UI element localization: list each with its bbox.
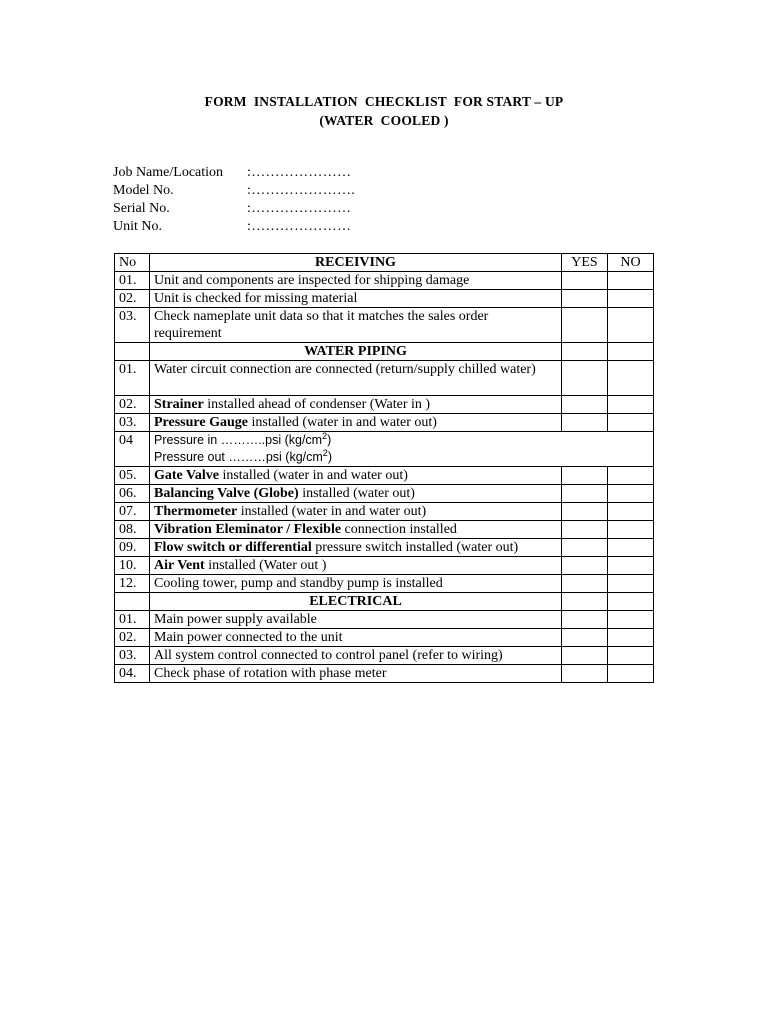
job-name-label: Job Name/Location [113,165,224,180]
section-electrical: ELECTRICAL [150,593,562,611]
serial-no-field [113,200,351,218]
col-no-header: No [115,254,150,272]
row-text: Main power supply available [150,611,562,629]
row-number: 05. [115,467,150,485]
yes-cell[interactable] [562,308,608,343]
table-row [115,647,654,665]
yes-cell[interactable] [562,557,608,575]
row-text: Vibration Eleminator / Flexible connection installed [150,521,562,539]
no-cell[interactable] [608,629,654,647]
no-cell[interactable] [608,396,654,414]
no-cell[interactable] [608,361,654,396]
table-row [115,485,654,503]
no-cell[interactable] [608,665,654,683]
row-text: Thermometer installed (water in and water out) [150,503,562,521]
no-cell[interactable] [608,272,654,290]
table-row [115,467,654,485]
table-row [115,396,654,414]
row-text: All system control connected to control panel (refer to wiring) [150,647,562,665]
yes-cell[interactable] [562,665,608,683]
no-cell[interactable] [608,414,654,432]
row-text: Pressure Gauge installed (water in and water out) [150,414,562,432]
model-no-label: Model No. [113,183,174,198]
section-row [115,593,654,611]
no-cell[interactable] [608,521,654,539]
no-cell[interactable] [608,647,654,665]
unit-no-field [113,218,351,236]
row-text: Air Vent installed (Water out ) [150,557,562,575]
table-row [115,665,654,683]
section-row [115,343,654,361]
table-row [115,539,654,557]
yes-cell[interactable] [562,539,608,557]
yes-cell[interactable] [562,647,608,665]
row-number: 03. [115,414,150,432]
no-cell[interactable] [608,539,654,557]
row-text: Unit and components are inspected for shipping damage [150,272,562,290]
no-cell[interactable] [608,557,654,575]
row-number: 06. [115,485,150,503]
table-row [115,611,654,629]
row-text: Main power connected to the unit [150,629,562,647]
yes-cell[interactable] [562,485,608,503]
table-row [115,272,654,290]
row-text: Strainer installed ahead of condenser (Water in ) [150,396,562,414]
unit-no-label: Unit No. [113,219,162,234]
checklist-table [114,253,654,683]
row-number: 01. [115,611,150,629]
row-number: 09. [115,539,150,557]
table-row [115,432,654,467]
row-number: 03. [115,647,150,665]
row-number: 07. [115,503,150,521]
yes-cell[interactable] [562,396,608,414]
row-text: Unit is checked for missing material [150,290,562,308]
yes-cell[interactable] [562,414,608,432]
yes-cell[interactable] [562,629,608,647]
table-row [115,557,654,575]
form-title: FORM INSTALLATION CHECKLIST FOR START – UP [204,94,564,109]
model-no-field [113,182,355,200]
pressure-out-line: Pressure out ………psi $(kg/cm^2)$ [154,447,332,464]
table-row [115,308,654,343]
pressure-readings [150,432,654,467]
yes-cell[interactable] [562,575,608,593]
yes-cell[interactable] [562,503,608,521]
model-no-value: :…………………. [247,183,356,198]
no-cell[interactable] [608,611,654,629]
row-text: Water circuit connection are connected (return/supply chilled water) [150,361,562,396]
row-text: Flow switch or differential pressure switch installed (water out) [150,539,562,557]
table-row [115,361,654,396]
no-cell[interactable] [608,308,654,343]
no-cell[interactable] [608,467,654,485]
serial-no-value: :………………… [247,201,352,216]
row-number: 03. [115,308,150,343]
no-cell[interactable] [608,575,654,593]
job-name-field [113,164,351,182]
serial-no-label: Serial No. [113,201,170,216]
table-row [115,629,654,647]
row-text: Gate Valve installed (water in and water out) [150,467,562,485]
row-number: 02. [115,290,150,308]
section-receiving: RECEIVING [150,254,562,272]
form-subtitle: (WATER COOLED ) [319,113,449,128]
row-number: 04. [115,665,150,683]
pressure-in-line: Pressure in ………..psi $(kg/cm^2)$ [154,430,332,447]
yes-cell[interactable] [562,272,608,290]
row-number: 02. [115,396,150,414]
yes-cell[interactable] [562,521,608,539]
row-text: Check phase of rotation with phase meter [150,665,562,683]
yes-cell[interactable] [562,290,608,308]
table-row [115,414,654,432]
unit-no-value: :………………… [247,219,352,234]
row-text: Check nameplate unit data so that it matches the sales order requirement [150,308,562,343]
yes-cell[interactable] [562,611,608,629]
row-number: 01. [115,272,150,290]
table-row [115,575,654,593]
row-text: Cooling tower, pump and standby pump is installed [150,575,562,593]
row-number: 08. [115,521,150,539]
yes-cell[interactable] [562,467,608,485]
row-number: 01. [115,361,150,396]
row-number: 04 [115,432,150,467]
section-water-piping: WATER PIPING [150,343,562,361]
col-yes-header: YES [562,254,608,272]
no-cell[interactable] [608,485,654,503]
row-number: 10. [115,557,150,575]
row-text: Balancing Valve (Globe) installed (water out) [150,485,562,503]
yes-cell[interactable] [562,361,608,396]
job-name-value: :………………… [247,165,352,180]
no-cell[interactable] [608,503,654,521]
col-no2-header: NO [608,254,654,272]
table-row [115,521,654,539]
header-row [115,254,654,272]
table-row [115,503,654,521]
no-cell[interactable] [608,290,654,308]
row-number: 12. [115,575,150,593]
row-number: 02. [115,629,150,647]
table-row [115,290,654,308]
